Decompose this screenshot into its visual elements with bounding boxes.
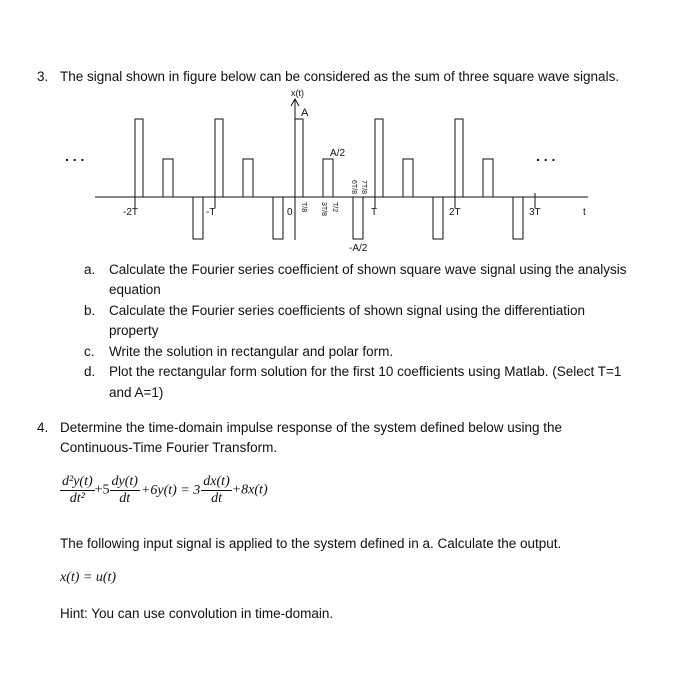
question-3-number: 3. xyxy=(37,69,49,84)
dots-left: . . . xyxy=(65,148,85,164)
part-d-text: Plot the rectangular form solution for the first 10 coefficients using Matlab. (Select T=1 xyxy=(109,364,622,379)
pulse-negative xyxy=(193,197,203,239)
differential-equation: $\frac{\text{d²y(t)}}{\text{dt²}}$ +5 $\frac{dy(t)}{dt}$ +6y(t) = 3 $\frac{dx(t)}{dt}$ +8x(t) xyxy=(62,474,268,506)
time-label: t xyxy=(583,207,586,218)
question-4-text-cont: Continuous-Time Fourier Transform. xyxy=(60,440,278,455)
pulse-tall xyxy=(135,119,143,197)
tick-label: -T xyxy=(206,207,216,218)
negative-amplitude-label: -A/2 xyxy=(349,243,368,254)
rot-tick-label: 7T/8 xyxy=(360,180,367,195)
origin-label: 0 xyxy=(287,207,293,218)
question-4-number: 4. xyxy=(37,420,49,435)
rot-tick-label: T/2 xyxy=(331,202,338,213)
part-a-text: Calculate the Fourier series coefficient of shown square wave signal using the analysis xyxy=(109,262,627,277)
pulse-half xyxy=(163,159,173,197)
pulse-negative xyxy=(433,197,443,239)
part-a-text-cont: equation xyxy=(109,282,161,297)
pulse-tall xyxy=(215,119,223,197)
pulse-tall xyxy=(375,119,383,197)
tick-label: 3T xyxy=(529,207,541,218)
part-b-letter: b. xyxy=(84,303,96,318)
part-c-text: Write the solution in rectangular and polar form. xyxy=(109,344,394,359)
question-3-prompt: The signal shown in figure below can be considered as the sum of three square wave signals. xyxy=(60,69,620,84)
half-amplitude-label: A/2 xyxy=(330,148,346,159)
tick-label: T xyxy=(371,207,378,218)
input-signal-text: The following input signal is applied to the system defined in a. Calculate the output. xyxy=(60,536,562,551)
part-b-text: Calculate the Fourier series coefficients of shown signal using the differentiation xyxy=(109,303,586,318)
rot-tick-label: T/8 xyxy=(300,202,307,213)
part-b-text-cont: property xyxy=(109,323,159,338)
hint-text: Hint: You can use convolution in time-domain. xyxy=(60,606,334,621)
part-c-letter: c. xyxy=(84,344,95,359)
pulse-half xyxy=(323,159,333,197)
amplitude-label: A xyxy=(301,107,309,119)
pulse-tall xyxy=(455,119,463,197)
tick-label: 2T xyxy=(449,207,461,218)
pulse-negative xyxy=(273,197,283,239)
signal-figure xyxy=(0,0,673,260)
pulse-half xyxy=(483,159,493,197)
part-d-letter: d. xyxy=(84,364,96,379)
part-d-text-cont: and A=1) xyxy=(109,385,164,400)
rot-tick-label: 6T/8 xyxy=(350,180,357,195)
question-4-text: Determine the time-domain impulse response of the system defined below using the xyxy=(60,420,563,435)
pulse-half xyxy=(403,159,413,197)
pulse-negative xyxy=(353,197,363,239)
first-derivative-term: $\frac{dy(t)}{dt}$ xyxy=(111,474,138,506)
pulse-tall xyxy=(295,119,303,197)
pulse-negative xyxy=(513,197,523,239)
ylabel: x(t) xyxy=(291,88,304,98)
tick-label: -2T xyxy=(123,207,138,218)
pulse-half xyxy=(243,159,253,197)
rot-tick-label: 3T/8 xyxy=(320,202,327,217)
input-signal-equation: x(t) = u(t) xyxy=(60,570,117,585)
input-derivative-term: $\frac{dx(t)}{dt}$ xyxy=(203,474,230,506)
dots-right: . . . xyxy=(536,148,556,164)
part-a-letter: a. xyxy=(84,262,96,277)
second-derivative-term: $\frac{\text{d²y(t)}}{\text{dt²}}$ xyxy=(62,474,93,506)
